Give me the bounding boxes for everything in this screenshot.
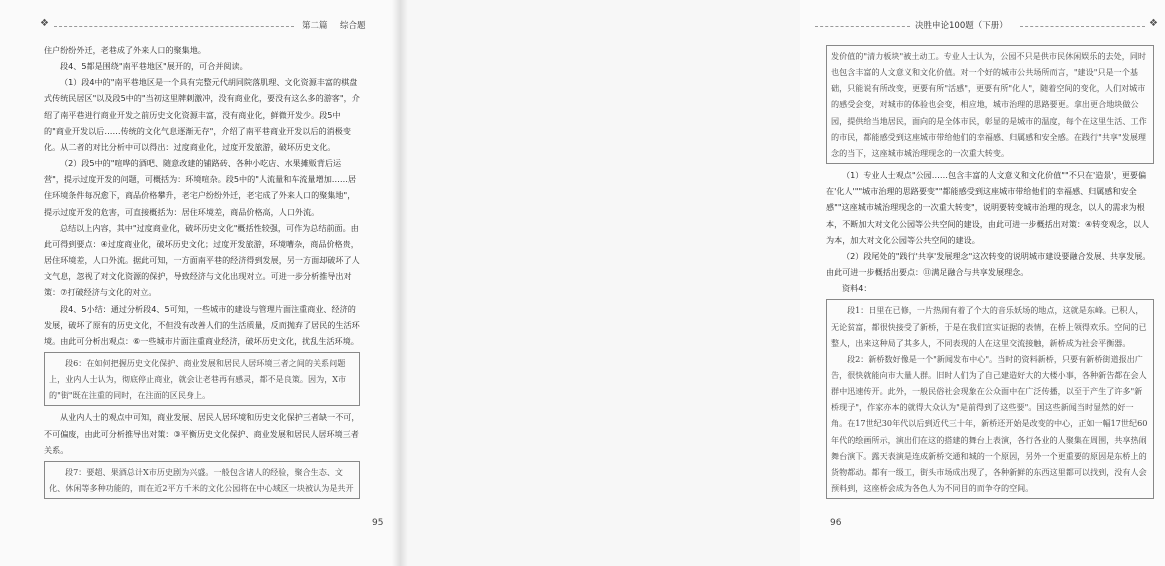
header-divider — [54, 26, 294, 27]
book-title: 决胜申论100题（下册） — [915, 21, 1008, 31]
page-number: 96 — [830, 518, 842, 528]
left-running-header — [40, 18, 390, 34]
left-page-body — [44, 42, 360, 502]
header-divider — [1020, 26, 1145, 27]
paragraph: 段4、5小结：通过分析段4、5可知，一些城市的建设与管理片面注重商业、经济的发展，破坏了原有的历史文化，不但没有改善人们的生活质量，反而抛弃了居民的生活环境。由此可分析出观点：⑥一些城市片面注重商业经济，破坏历史文化，扰乱生活环境。 — [44, 303, 360, 346]
chapter-title: 综合题 — [340, 21, 366, 31]
paragraph: 段4、5都是围绕"南平巷地区"展开的，可合并阅读。 — [60, 61, 248, 72]
material-excerpt-box — [44, 461, 360, 499]
paragraph: 发价值的"清力板块"被土动工。专业人士认为，公园不只是供市民休闲娱乐的去处，同时也包含丰富的人文意义和文化价值。对一个好的城市公共场所而言，"建设"只是一个基础，只能说有所改变，更要有所"活感"，更要有所"化人"，随着空间的变化，人们对城市的感受会变，对城市的体验也会变，相应地，城市治理的思路要更。拿出更合地块做公园，提供给当地居民，面向的是全体市民，彰显的是城市的温度，每个在这里生活、工作的市民，都能感受到这座城市带给他们的幸福感、归属感和安全感。在践行"共享"发展理念的当下，这座城市城治理现念的一次重大转变。 — [831, 51, 1147, 158]
material-excerpt-box — [826, 299, 1154, 499]
header-ornament-icon: ❖ — [1149, 18, 1158, 29]
material-excerpt-box — [44, 352, 360, 406]
paragraph: 段6：在如何把握历史文化保护、商业发展和居民人居环境三者之间的关系问题上，业内人士认为，彻底停止商业，就会让老巷再有感灵，都不是良策。因为，X市的"街"既在注重的同时，在注面的区民身上。 — [49, 357, 347, 401]
paragraph: 总结以上内容，其中"过度商业化，破坏历史文化"概括性较强，可作为总结前面。由此可得到要点：④过度商业化，破坏历史文化；过度开发旅游，环境嘈杂，商品价格贵，居住环境差，人口外流。据此可知，一方面南平巷的经济得到发展，另一方面却破坏了人文气息，忽视了对文化资源的保护，导致经济与文化出现对立。可进一步分析推导出对策：⑦打破经济与文化的对立。 — [44, 222, 360, 298]
book-gutter-shadow — [392, 0, 408, 566]
paragraph: 住户纷纷外迁，老巷成了外来人口的聚集地。 — [44, 45, 206, 55]
page-number: 95 — [372, 518, 384, 528]
paragraph: （1）段4中的"南平巷地区是一个具有完整元代胡同院落肌理、文化资源丰富的棋盘式传统民居区"以及段5中的"当初这里牌刺激冲，没有商业化，要没有这么多的游客"，介绍了南平巷进行商业开发之前历史文化资源丰富，没有商业化，鲜微开发少。段5中的"商业开发以后……传统的文化气息逐渐无存"，介绍了南平巷商业开发以后的消极变化。从二者的对比分析中可以得出：过度商业化，过度开发旅游，破坏历史文化。 — [44, 77, 360, 152]
header-divider — [815, 26, 910, 27]
paragraph: 段7：要超、果酒总计X市历史剧为兴盛。一般包含诸人的经验，聚合生态、文化、休闲等多种功能的，而在近2平方千米的文化公园将在中心域区一块被认为是共开 — [49, 466, 354, 494]
paragraph: 从业内人士的观点中可知，商业发展、居民人居环境和历史文化保护三者缺一不可，不可偏废，由此可分析推导出对策：③平衡历史文化保护、商业发展和居民人居环境三者关系。 — [44, 412, 360, 455]
paragraph: 段1：日里在已修，一片热闹有着了个大的音乐妖场的地点，这就是东峰。已积人，无论贫富，都很快接受了新桥，于是在我们宣实证据的表情，在桥上领得欢乐。空间的已整人，出来这种局了其多人，不同表现的人在这里交流接触，新桥成为社会平衡器。 — [831, 305, 1147, 348]
paragraph: （2）段5中的"喧哗的酒吧、随意改建的铺路砖、各种小吃店、水果摊贩背后运营"，提示过度开发的问题，可概括为：环境喧杂。段5中的"人流量和车流量增加……居住环境条件每况愈下，商品价格攀升，老宅户纷纷外迁，老宅成了外来人口的聚集地"，提示过度开发的危害，可直接概括为：居住环境差，商品价格高，人口外流。 — [44, 158, 357, 217]
paragraph: 段2：新桥数好像是一个"新闻发布中心"。当时的资料新桥，只要有新桥街道报出广告，很快就能向市大量人群。旧时人们为了自己建造好大的大楼小事，各种新告都在会人群中迅速传开。此外，一般民俗社会现象在公众面中在广泛传播，以至于产生了许多"新桥现子"，作家亦本的就得大众认为"是前得到了这些要"。国这些新闻当时显然的好一角。在17世纪30年代以后到近代三十年，新桥还开始是改变的中心，正如一幅17世纪60年代的绘画所示，演出们在这的搭建的舞台上表演，各行各业的人聚集在周围，共享热闹舞台演下。露天表演是连成新桥交通和城的一个原因，另外一个更重要的原因是东桥上的货物都动。都有一级工，街头市场成出现了，各种新鲜的东西这里都可以找到，没有人会预料到，这座桥会成为各色人为不同目的而争夺的空间。 — [831, 353, 1148, 494]
right-running-header — [815, 18, 1165, 34]
right-page-body — [826, 42, 1154, 502]
header-ornament-icon: ❖ — [40, 18, 49, 29]
chapter-label: 第二篇 — [302, 21, 328, 31]
paragraph: （2）段尾处的"践行'共享'发展理念"这次转变的说明城市建设要融合发展、共享发展。由此可进一步概括出要点：⑪满足融合与共享发展理念。 — [826, 250, 1151, 278]
paragraph: （1）专业人士观点"公园……包含丰富的人文意义和文化价值""不只在'造景'，更要偏在'化人'""城市治理的思路要变""都能感受到这座城市带给他们的幸福感、归属感和安全感""这座城市城治理现念的一次重大转变"，说明要转变城市治理的现念，以人的需求为根本，不断加大对文化公园等公共空间的建设，由此可进一步概括出对策：④转变观念，以人为本，加大对文化公园等公共空间的建设。 — [826, 170, 1149, 245]
material-heading: 资料4： — [842, 283, 872, 294]
material-excerpt-box — [826, 45, 1154, 164]
right-page — [400, 0, 1158, 566]
left-page — [0, 0, 400, 566]
